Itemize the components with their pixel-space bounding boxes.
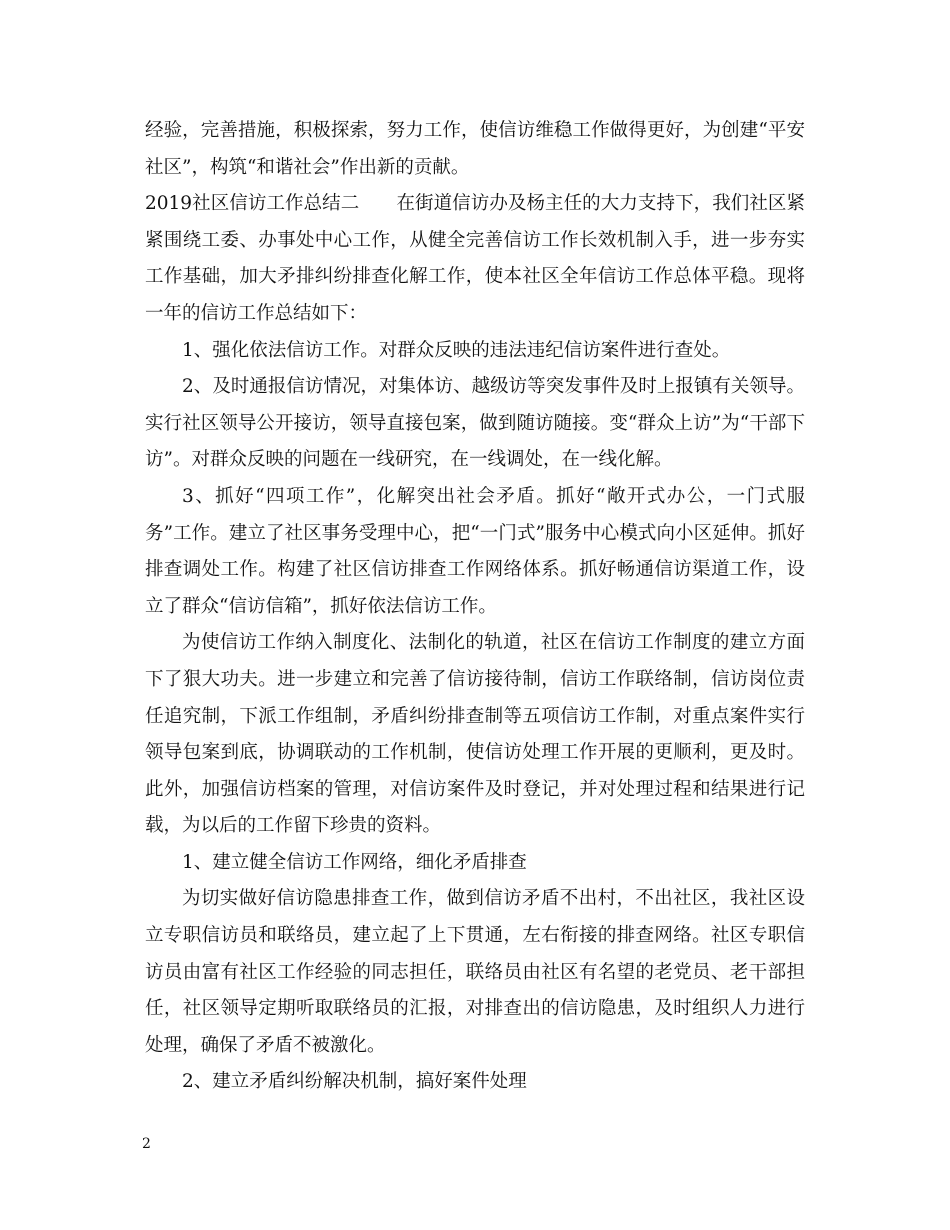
paragraph-2: 2019社区信访工作总结二 在街道信访办及杨主任的大力支持下，我们社区紧紧围绕工委、办事处中心工作，从健全完善信访工作长效机制入手，进一步夯实工作基础，加大矛排纠纷排查化解工作，使本社区全年信访工作总体平稳。现将一年的信访工作总结如下： (145, 193, 805, 324)
paragraph-1: 经验，完善措施，积极探索，努力工作，使信访维稳工作做得更好，为创建“平安社区”，构筑“和谐社会”作出新的贡献。 (145, 120, 805, 178)
paragraph-5: 3、抓好“四项工作”，化解突出社会矛盾。抓好“敞开式办公，一门式服务”工作。建立了社区事务受理中心，把“一门式”服务中心模式向小区延伸。抓好排查调处工作。构建了社区信访排查工作网络体系。抓好畅通信访渠道工作，设立了群众“信访信箱”，抓好依法信访工作。 (145, 485, 805, 617)
paragraph-6: 为使信访工作纳入制度化、法制化的轨道，社区在信访工作制度的建立方面下了狠大功夫。进一步建立和完善了信访接待制，信访工作联络制，信访岗位责任追究制，下派工作组制，矛盾纠纷排查制等五项信访工作制，对重点案件实行领导包案到底，协调联动的工作机制，使信访处理工作开展的更顺利，更及时。此外，加强信访档案的管理，对信访案件及时登记，并对处理过程和结果进行记载，为以后的工作留下珍贵的资料。 (145, 632, 805, 837)
section-heading-1: 1、建立健全信访工作网络，细化矛盾排查 (182, 851, 527, 873)
paragraph-4: 2、及时通报信访情况，对集体访、越级访等突发事件及时上报镇有关领导。实行社区领导公开接访，领导直接包案，做到随访随接。变“群众上访”为“干部下访”。对群众反映的问题在一线研究，在一线调处，在一线化解。 (145, 376, 805, 471)
page-number: 2 (142, 1136, 151, 1152)
paragraph-7: 为切实做好信访隐患排查工作，做到信访矛盾不出村，不出社区，我社区设立专职信访员和联络员，建立起了上下贯通，左右衔接的排查网络。社区专职信访员由富有社区工作经验的同志担任，联络员由社区有名望的老党员、老干部担任，社区领导定期听取联络员的汇报，对排查出的信访隐患，及时组织人力进行处理，确保了矛盾不被激化。 (145, 888, 805, 1056)
section-heading-2: 2、建立矛盾纠纷解决机制，搞好案件处理 (182, 1071, 527, 1093)
document-body (145, 113, 805, 1101)
paragraph-3: 1、强化依法信访工作。对群众反映的违法违纪信访案件进行查处。 (182, 339, 731, 361)
